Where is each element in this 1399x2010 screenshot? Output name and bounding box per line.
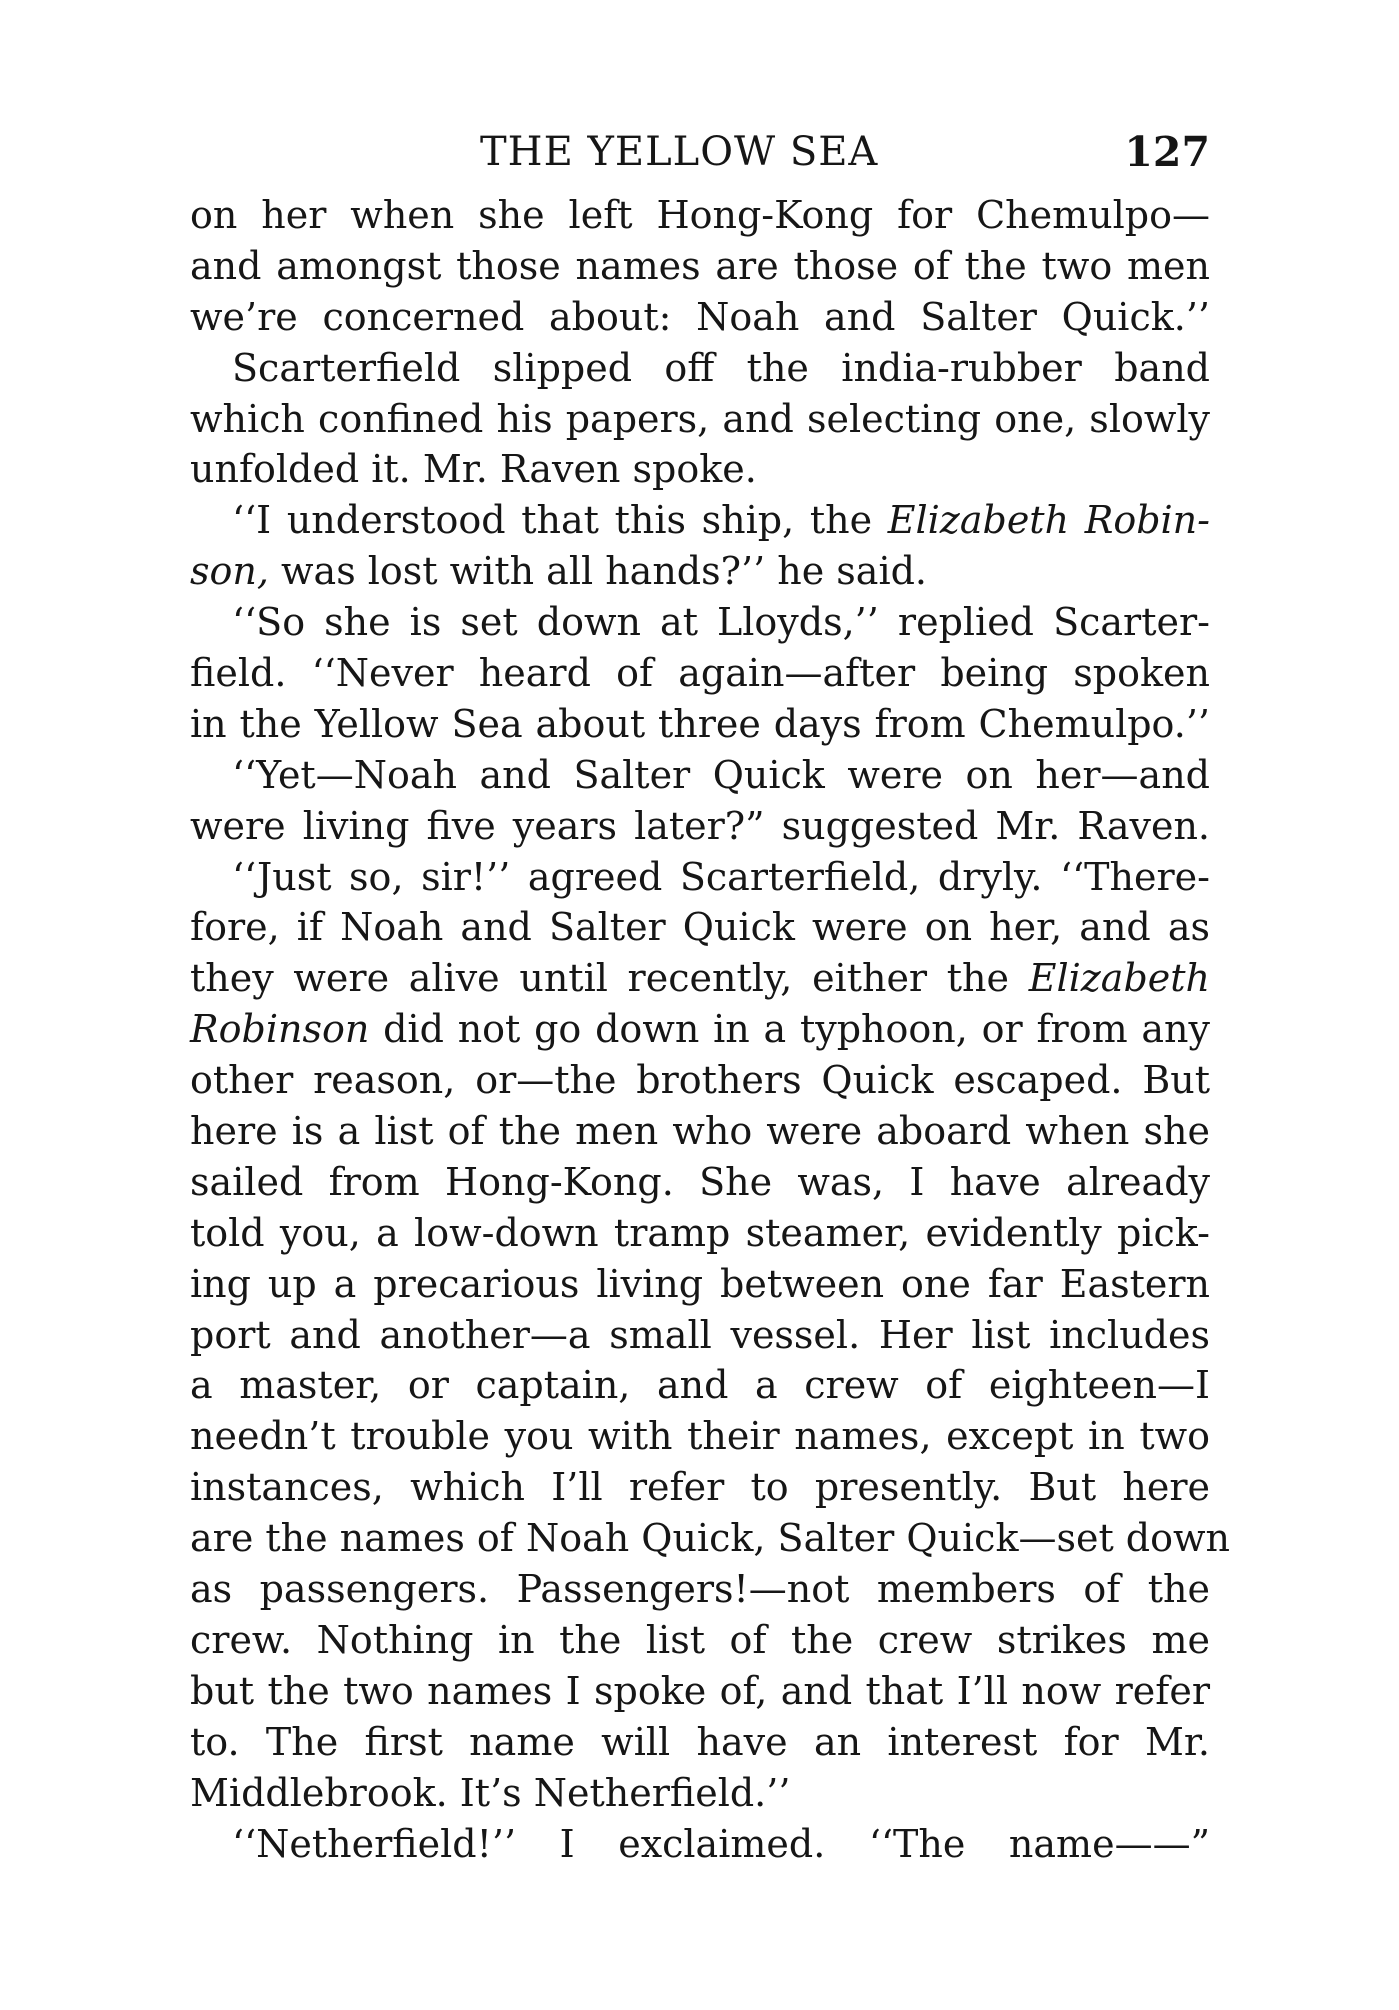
text-segment: fore, if Noah and Salter Quick were on her, and as: [190, 905, 1210, 950]
text-line: [190, 444, 1210, 495]
text-segment: told you, a low-down tramp steamer, evidently pick-: [190, 1210, 1210, 1255]
text-segment: ing up a precarious living between one far Eastern: [190, 1261, 1210, 1306]
text-segment: are the names of Noah Quick, Salter Quick—set down: [190, 1516, 1231, 1561]
text-segment: crew. Nothing in the list of the crew strikes me: [190, 1617, 1210, 1662]
text-line: [190, 801, 1210, 852]
text-segment: did not go down in a typhoon, or from any: [369, 1007, 1210, 1052]
text-segment: Middlebrook. It’s Netherfield.’’: [190, 1770, 791, 1815]
text-line: [190, 1819, 1210, 1870]
text-segment: ‘‘Just so, sir!’’ agreed Scarterfield, dryly. ‘‘There-: [232, 854, 1210, 899]
text-line: [190, 546, 1210, 597]
text-segment: sailed from Hong-Kong. She was, I have already: [190, 1159, 1210, 1204]
text-line: [190, 1615, 1210, 1666]
text-line: [190, 648, 1210, 699]
running-title: THE YELLOW SEA: [480, 129, 879, 175]
text-line: [190, 1462, 1210, 1513]
text-segment: a master, or captain, and a crew of eighteen—I: [190, 1363, 1210, 1408]
text-line: [190, 953, 1210, 1004]
text-line: [190, 1208, 1210, 1259]
text-segment: to. The first name will have an interest for Mr.: [190, 1719, 1210, 1764]
text-segment: ‘‘So she is set down at Lloyds,’’ replied Scarter-: [232, 600, 1210, 645]
text-line: [190, 1768, 1210, 1819]
text-line: [190, 1564, 1210, 1615]
text-segment: we’re concerned about: Noah and Salter Quick.’’: [190, 294, 1210, 339]
text-segment: they were alive until recently, either the: [190, 956, 1029, 1001]
text-line: [190, 597, 1210, 648]
text-segment: here is a list of the men who were aboard when she: [190, 1109, 1210, 1154]
text-segment: on her when she left Hong-Kong for Chemulpo—: [190, 193, 1210, 237]
text-line: [190, 394, 1210, 445]
body-text: [190, 190, 1231, 1869]
text-line: [190, 750, 1210, 801]
text-line: [190, 1360, 1210, 1411]
text-segment: but the two names I spoke of, and that I’ll now refer: [190, 1668, 1210, 1713]
text-line: [190, 1157, 1210, 1208]
text-line: [190, 1310, 1210, 1361]
text-segment: other reason, or—the brothers Quick escaped. But: [190, 1058, 1210, 1103]
text-line: [190, 1055, 1210, 1106]
text-line: [190, 699, 1210, 750]
text-segment: were living five years later?” suggested Mr. Raven.: [190, 803, 1210, 848]
text-line: [190, 190, 1210, 241]
text-line: [190, 1106, 1210, 1157]
text-line: [190, 495, 1210, 546]
page-number: 127: [1124, 128, 1210, 176]
text-segment: unfolded it. Mr. Raven spoke.: [190, 447, 757, 492]
text-segment: ‘‘Yet—Noah and Salter Quick were on her—and: [232, 752, 1210, 797]
italic-text: Robinson: [190, 1007, 370, 1052]
italic-text: Elizabeth: [1028, 956, 1210, 1001]
text-segment: port and another—a small vessel. Her list includes: [190, 1312, 1210, 1357]
text-line: [190, 1259, 1210, 1310]
text-line: [190, 241, 1210, 292]
text-segment: which confined his papers, and selecting one, slowly: [190, 396, 1210, 441]
text-segment: field. ‘‘Never heard of again—after being spoken: [190, 651, 1210, 696]
text-segment: and amongst those names are those of the two men: [190, 243, 1210, 288]
text-line: [190, 292, 1210, 343]
text-segment: ‘‘Netherfield!’’ I exclaimed. ‘‘The name——”: [232, 1821, 1210, 1866]
text-segment: instances, which I’ll refer to presently. But here: [190, 1465, 1210, 1510]
text-segment: in the Yellow Sea about three days from Chemulpo.’’: [190, 701, 1210, 746]
running-head: [190, 124, 1210, 180]
text-line: [190, 1513, 1231, 1564]
text-line: [190, 1004, 1210, 1055]
text-segment: was lost with all hands?’’ he said.: [268, 549, 927, 594]
text-line: [190, 1717, 1210, 1768]
italic-text: Elizabeth Robin-: [887, 498, 1210, 543]
text-segment: ‘‘I understood that this ship, the: [232, 498, 888, 543]
text-line: [190, 1666, 1210, 1717]
text-line: [190, 852, 1210, 903]
text-segment: as passengers. Passengers!—not members of the: [190, 1567, 1210, 1612]
italic-text: son,: [190, 549, 269, 594]
text-line: [190, 902, 1210, 953]
text-line: [190, 343, 1210, 394]
text-line: [190, 1411, 1210, 1462]
text-segment: needn’t trouble you with their names, except in two: [190, 1414, 1210, 1459]
text-segment: Scarterfield slipped off the india-rubber band: [232, 345, 1210, 390]
